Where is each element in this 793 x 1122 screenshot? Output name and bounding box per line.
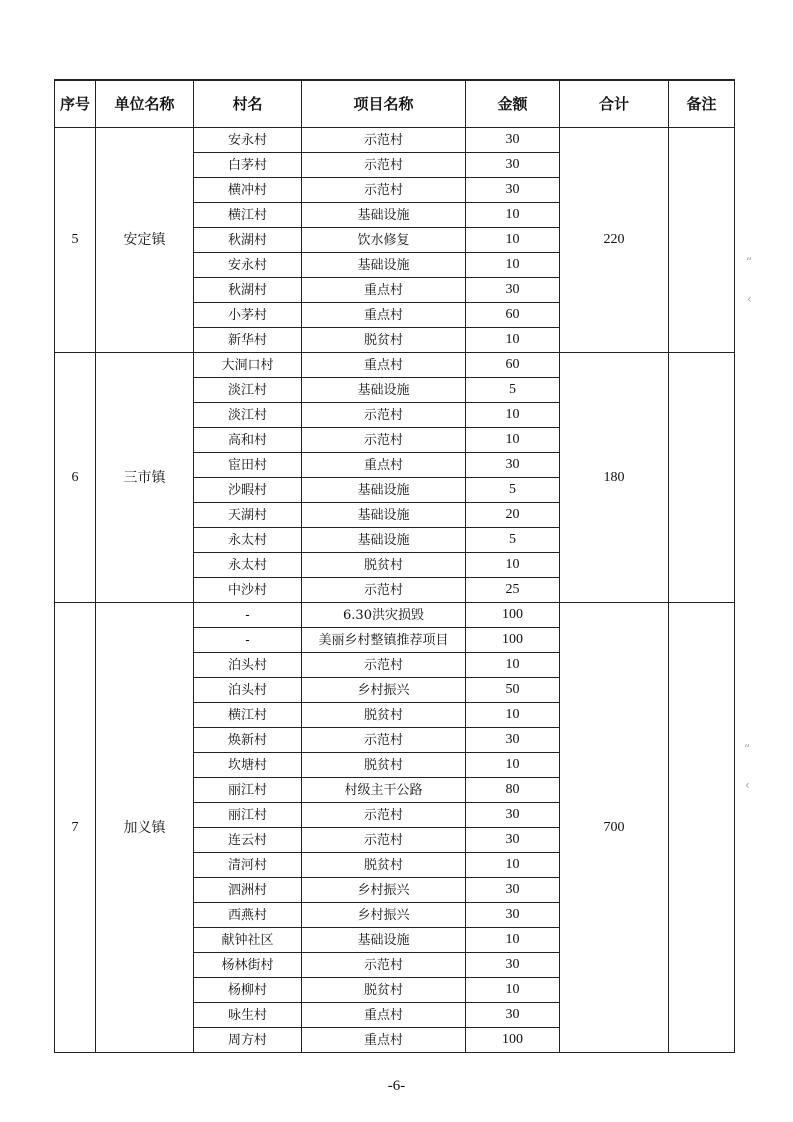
- header-row: [55, 80, 735, 128]
- village-cell: 咏生村: [194, 1003, 302, 1028]
- village-cell: 淡江村: [194, 403, 302, 428]
- village-cell: 小茅村: [194, 303, 302, 328]
- village-cell: 安永村: [194, 128, 302, 153]
- seq-cell: 5: [55, 128, 96, 353]
- allocation-table-container: [54, 79, 734, 1053]
- amount-cell: 10: [466, 203, 560, 228]
- village-cell: 沙暇村: [194, 478, 302, 503]
- project-cell: 示范村: [302, 428, 466, 453]
- unit-cell: 安定镇: [96, 128, 194, 353]
- table-row: [55, 353, 735, 378]
- unit-cell: 三市镇: [96, 353, 194, 603]
- project-cell: 示范村: [302, 403, 466, 428]
- project-cell: 脱贫村: [302, 703, 466, 728]
- village-cell: 永太村: [194, 528, 302, 553]
- total-cell: 700: [560, 603, 669, 1053]
- project-cell: 重点村: [302, 353, 466, 378]
- amount-cell: 25: [466, 578, 560, 603]
- village-cell: 泊头村: [194, 678, 302, 703]
- village-cell: 天湖村: [194, 503, 302, 528]
- project-cell: 重点村: [302, 303, 466, 328]
- note-cell: [669, 353, 735, 603]
- header-village: 村名: [194, 80, 302, 128]
- amount-cell: 30: [466, 453, 560, 478]
- project-cell: 基础设施: [302, 503, 466, 528]
- page-number: -6-: [387, 1078, 406, 1094]
- project-cell: 示范村: [302, 803, 466, 828]
- village-cell: 丽江村: [194, 803, 302, 828]
- scan-edge-mark: “: [746, 255, 753, 269]
- table-body: [55, 128, 735, 1053]
- total-cell: 220: [560, 128, 669, 353]
- seq-cell: 6: [55, 353, 96, 603]
- amount-cell: 10: [466, 978, 560, 1003]
- header-amount: 金额: [466, 80, 560, 128]
- village-cell: 献钟社区: [194, 928, 302, 953]
- scan-edge-mark: “: [744, 742, 751, 756]
- amount-cell: 30: [466, 828, 560, 853]
- scan-edge-mark: ‹: [747, 292, 752, 306]
- project-cell: 重点村: [302, 1028, 466, 1053]
- amount-cell: 100: [466, 1028, 560, 1053]
- village-cell: 清河村: [194, 853, 302, 878]
- project-cell: 基础设施: [302, 203, 466, 228]
- unit-cell: 加义镇: [96, 603, 194, 1053]
- village-cell: 秋湖村: [194, 228, 302, 253]
- header-note: 备注: [669, 80, 735, 128]
- header-project: 项目名称: [302, 80, 466, 128]
- project-cell: 重点村: [302, 453, 466, 478]
- village-cell: 泊头村: [194, 653, 302, 678]
- amount-cell: 20: [466, 503, 560, 528]
- project-cell: 示范村: [302, 578, 466, 603]
- amount-cell: 30: [466, 178, 560, 203]
- village-cell: 横江村: [194, 203, 302, 228]
- amount-cell: 30: [466, 903, 560, 928]
- amount-cell: 30: [466, 878, 560, 903]
- header-unit: 单位名称: [96, 80, 194, 128]
- project-cell: 示范村: [302, 153, 466, 178]
- scan-edge-mark: ‹: [745, 778, 750, 792]
- project-cell: 基础设施: [302, 478, 466, 503]
- village-cell: 安永村: [194, 253, 302, 278]
- village-cell: -: [194, 603, 302, 628]
- amount-cell: 30: [466, 803, 560, 828]
- amount-cell: 10: [466, 428, 560, 453]
- amount-cell: 30: [466, 1003, 560, 1028]
- amount-cell: 10: [466, 853, 560, 878]
- project-cell: 示范村: [302, 953, 466, 978]
- table-row: [55, 603, 735, 628]
- village-cell: 白茅村: [194, 153, 302, 178]
- project-cell: 重点村: [302, 1003, 466, 1028]
- village-cell: 焕新村: [194, 728, 302, 753]
- project-cell: 6.30洪灾损毁: [302, 603, 466, 628]
- village-cell: 丽江村: [194, 778, 302, 803]
- allocation-table: [54, 79, 735, 1053]
- amount-cell: 50: [466, 678, 560, 703]
- amount-cell: 10: [466, 228, 560, 253]
- amount-cell: 60: [466, 303, 560, 328]
- amount-cell: 80: [466, 778, 560, 803]
- village-cell: 坎塘村: [194, 753, 302, 778]
- project-cell: 乡村振兴: [302, 878, 466, 903]
- project-cell: 重点村: [302, 278, 466, 303]
- project-cell: 脱贫村: [302, 853, 466, 878]
- project-cell: 示范村: [302, 653, 466, 678]
- project-cell: 示范村: [302, 828, 466, 853]
- project-cell: 乡村振兴: [302, 678, 466, 703]
- project-cell: 美丽乡村整镇推荐项目: [302, 628, 466, 653]
- project-cell: 示范村: [302, 178, 466, 203]
- project-cell: 示范村: [302, 728, 466, 753]
- village-cell: 高和村: [194, 428, 302, 453]
- header-total: 合计: [560, 80, 669, 128]
- amount-cell: 10: [466, 403, 560, 428]
- note-cell: [669, 603, 735, 1053]
- total-cell: 180: [560, 353, 669, 603]
- header-seq: 序号: [55, 80, 96, 128]
- amount-cell: 100: [466, 603, 560, 628]
- amount-cell: 10: [466, 703, 560, 728]
- village-cell: 永太村: [194, 553, 302, 578]
- project-cell: 脱贫村: [302, 978, 466, 1003]
- amount-cell: 5: [466, 378, 560, 403]
- project-cell: 基础设施: [302, 253, 466, 278]
- amount-cell: 10: [466, 553, 560, 578]
- village-cell: 大洞口村: [194, 353, 302, 378]
- project-cell: 示范村: [302, 128, 466, 153]
- village-cell: 新华村: [194, 328, 302, 353]
- table-row: [55, 128, 735, 153]
- amount-cell: 30: [466, 153, 560, 178]
- amount-cell: 5: [466, 478, 560, 503]
- amount-cell: 30: [466, 278, 560, 303]
- amount-cell: 10: [466, 753, 560, 778]
- project-cell: 脱贫村: [302, 328, 466, 353]
- project-cell: 乡村振兴: [302, 903, 466, 928]
- project-cell: 饮水修复: [302, 228, 466, 253]
- village-cell: 泗洲村: [194, 878, 302, 903]
- village-cell: 横冲村: [194, 178, 302, 203]
- village-cell: 秋湖村: [194, 278, 302, 303]
- project-cell: 脱贫村: [302, 553, 466, 578]
- amount-cell: 30: [466, 953, 560, 978]
- amount-cell: 5: [466, 528, 560, 553]
- village-cell: 杨柳村: [194, 978, 302, 1003]
- village-cell: 淡江村: [194, 378, 302, 403]
- seq-cell: 7: [55, 603, 96, 1053]
- amount-cell: 60: [466, 353, 560, 378]
- village-cell: -: [194, 628, 302, 653]
- village-cell: 周方村: [194, 1028, 302, 1053]
- village-cell: 宦田村: [194, 453, 302, 478]
- village-cell: 中沙村: [194, 578, 302, 603]
- project-cell: 脱贫村: [302, 753, 466, 778]
- village-cell: 西燕村: [194, 903, 302, 928]
- amount-cell: 10: [466, 328, 560, 353]
- note-cell: [669, 128, 735, 353]
- amount-cell: 100: [466, 628, 560, 653]
- village-cell: 连云村: [194, 828, 302, 853]
- amount-cell: 30: [466, 128, 560, 153]
- amount-cell: 10: [466, 653, 560, 678]
- project-cell: 村级主干公路: [302, 778, 466, 803]
- village-cell: 杨林街村: [194, 953, 302, 978]
- amount-cell: 10: [466, 253, 560, 278]
- amount-cell: 30: [466, 728, 560, 753]
- project-cell: 基础设施: [302, 378, 466, 403]
- amount-cell: 10: [466, 928, 560, 953]
- village-cell: 横江村: [194, 703, 302, 728]
- project-cell: 基础设施: [302, 528, 466, 553]
- project-cell: 基础设施: [302, 928, 466, 953]
